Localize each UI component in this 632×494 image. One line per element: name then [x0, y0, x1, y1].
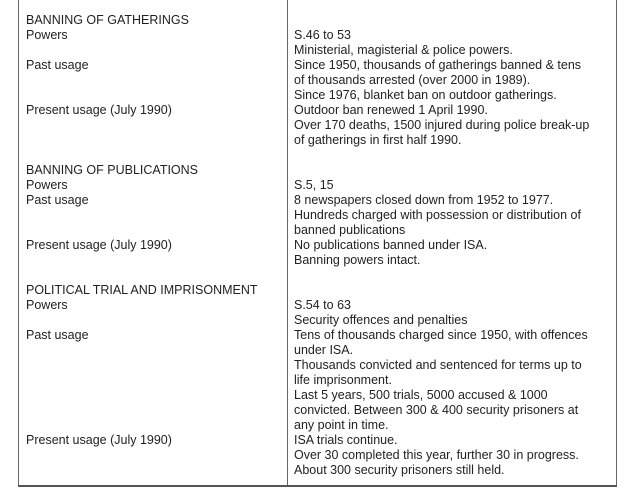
- row-text: Tens of thousands charged since 1950, with offences: [294, 328, 588, 342]
- row-text: Hundreds charged with possession or distribution of: [294, 208, 581, 222]
- section-heading: BANNING OF PUBLICATIONS: [26, 163, 199, 177]
- row-text: About 300 security prisoners still held.: [294, 463, 505, 477]
- row-label: Past usage: [26, 193, 89, 207]
- row-text: Since 1950, thousands of gatherings banned & tens: [294, 58, 582, 72]
- row-text: Over 30 completed this year, further 30 in progress.: [294, 448, 579, 462]
- row-text: Last 5 years, 500 trials, 5000 accused & 1000: [294, 388, 548, 402]
- row-text: convicted. Between 300 & 400 security prisoners at: [294, 403, 579, 417]
- row-text: of thousands arrested (over 2000 in 1989).: [294, 73, 531, 87]
- row-text: ISA trials continue.: [294, 433, 398, 447]
- row-text: S.5, 15: [294, 178, 334, 192]
- row-label: Present usage (July 1990): [26, 103, 172, 117]
- column-divider: [287, 0, 288, 485]
- row-label: Past usage: [26, 58, 89, 72]
- row-text: Outdoor ban renewed 1 April 1990.: [294, 103, 488, 117]
- row-text: of gatherings in first half 1990.: [294, 133, 462, 147]
- row-label: Present usage (July 1990): [26, 433, 172, 447]
- row-text: Security offences and penalties: [294, 313, 468, 327]
- row-text: S.46 to 53: [294, 28, 351, 42]
- row-text: S.54 to 63: [294, 298, 351, 312]
- row-label: Past usage: [26, 328, 89, 342]
- row-text: any point in time.: [294, 418, 389, 432]
- row-label: Powers: [26, 298, 68, 312]
- row-label: Powers: [26, 178, 68, 192]
- section-heading: POLITICAL TRIAL AND IMPRISONMENT: [26, 283, 258, 297]
- row-text: Banning powers intact.: [294, 253, 421, 267]
- row-text: Ministerial, magisterial & police powers.: [294, 43, 513, 57]
- row-text: Since 1976, blanket ban on outdoor gatherings.: [294, 88, 557, 102]
- section-heading: BANNING OF GATHERINGS: [26, 13, 189, 27]
- row-text: Over 170 deaths, 1500 injured during police break-up: [294, 118, 590, 132]
- row-text: life imprisonment.: [294, 373, 392, 387]
- row-text: under ISA.: [294, 343, 354, 357]
- row-text: No publications banned under ISA.: [294, 238, 488, 252]
- row-text: banned publications: [294, 223, 406, 237]
- row-label: Present usage (July 1990): [26, 238, 172, 252]
- row-text: Thousands convicted and sentenced for terms up to: [294, 358, 582, 372]
- row-text: 8 newspapers closed down from 1952 to 1977.: [294, 193, 554, 207]
- row-label: Powers: [26, 28, 68, 42]
